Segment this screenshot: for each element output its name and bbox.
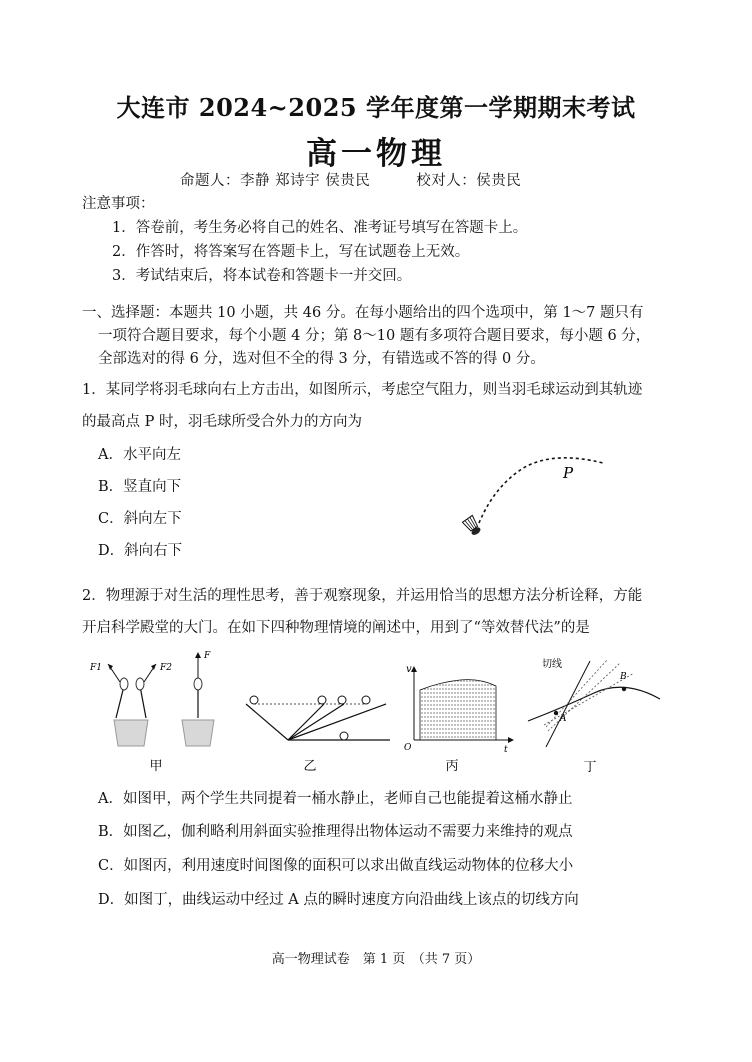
q1-option-c: C．斜向左下 — [98, 511, 182, 527]
hand-icon — [136, 678, 144, 690]
bucket-left — [114, 720, 148, 746]
area-under-curve — [420, 680, 496, 740]
question-1-stem-cont: 的最高点 P 时，羽毛球所受合外力的方向为 — [82, 414, 362, 430]
figure-yi-inclines — [240, 680, 392, 774]
authors-line — [180, 169, 521, 190]
section-instructions — [82, 302, 682, 371]
section-line: 一项符合题目要求，每个小题 4 分；第 8～10 题有多项符合题目要求，每小题 6 分， — [98, 328, 651, 344]
point-b — [622, 687, 626, 691]
ball — [362, 696, 370, 704]
q2-option-a: A．如图甲，两个学生共同提着一桶水静止，老师自己也能提着这桶水静止 — [98, 791, 573, 807]
q1-option-b: B．竖直向下 — [98, 479, 182, 495]
notice-item: 3．考试结束后，将本试卷和答题卡一并交回。 — [112, 268, 412, 284]
label-f2: F2 — [160, 663, 172, 673]
question-2-stem: 2．物理源于对生活的理性思考，善于观察现象，并运用恰当的思想方法分析诠释，方能 — [82, 588, 643, 604]
tangent-line — [546, 661, 590, 747]
q2-option-d: D．如图丁，曲线运动中经过 A 点的瞬时速度方向沿曲线上该点的切线方向 — [98, 892, 579, 908]
shuttlecock-icon — [462, 515, 482, 537]
section-line: 一、选择题：本题共 10 小题，共 46 分。在每小题给出的四个选项中，第 1～7 题只有 — [82, 305, 644, 321]
incline-right-1 — [288, 704, 324, 740]
label-f: F — [204, 651, 211, 661]
label-f1: F1 — [90, 663, 102, 673]
incline-right-3 — [288, 704, 386, 740]
curve — [528, 687, 660, 721]
shuttlecock-trajectory-figure — [455, 445, 615, 545]
figure-bing-label: 丙 — [445, 759, 459, 774]
ball — [340, 732, 348, 740]
origin-label: O — [404, 743, 412, 753]
notice-item: 1．答卷前，考生务必将自己的姓名、准考证号填写在答题卡上。 — [112, 220, 528, 236]
question-1-stem: 1．某同学将羽毛球向右上方击出，如图所示，考虑空气阻力，则当羽毛球运动到其轨迹 — [82, 382, 643, 398]
page-footer: 高一物理试卷 第 1 页 （共 7 页） — [271, 952, 481, 967]
q2-option-c: C．如图丙，利用速度时间图像的面积可以求出做直线运动物体的位移大小 — [98, 858, 574, 874]
v-label: v — [406, 664, 412, 675]
t-label: t — [504, 745, 508, 755]
setters: 命题人：李静 郑诗宇 侯贵民 — [180, 173, 371, 189]
tangent-label: 切线 — [542, 659, 562, 670]
ball — [338, 696, 346, 704]
q1-option-a: A．水平向左 — [98, 447, 181, 463]
incline-left — [246, 704, 288, 740]
q2-option-b: B．如图乙，伽利略利用斜面实验推理得出物体运动不需要力来维持的观点 — [98, 824, 573, 840]
proofreader: 校对人：侯贵民 — [416, 173, 522, 189]
question-2-stem-cont: 开启科学殿堂的大门。在如下四种物理情境的阐述中，用到了“等效替代法”的是 — [82, 620, 590, 636]
notice-item: 2．作答时，将答案写在答题卡上，写在试题卷上无效。 — [112, 244, 470, 260]
figure-yi-label: 乙 — [303, 759, 317, 774]
trajectory-path — [479, 458, 603, 523]
point-b-label: B — [620, 672, 627, 682]
ball — [250, 696, 258, 704]
point-p-label: P — [563, 464, 574, 482]
figure-ding-label: 丁 — [583, 760, 597, 774]
section-line: 全部选对的得 6 分，选对但不全的得 3 分，有错选或不答的得 0 分。 — [98, 351, 545, 367]
ball — [318, 696, 326, 704]
exam-title: 大连市 2024~2025 学年度第一学期期末考试 — [116, 93, 636, 122]
figure-ding-tangent — [524, 655, 664, 774]
notice-heading: 注意事项： — [82, 196, 155, 212]
point-a — [554, 711, 558, 715]
figure-bing-vt-graph — [400, 660, 518, 774]
q1-option-d: D．斜向右下 — [98, 543, 183, 559]
hand-icon — [194, 678, 202, 690]
figure-jia-buckets — [86, 642, 226, 774]
subject-title: 高一物理 — [306, 136, 446, 172]
figure-jia-label: 甲 — [149, 759, 163, 774]
point-a-label: A — [560, 714, 567, 724]
bucket-right — [182, 720, 214, 746]
hand-icon — [120, 678, 128, 690]
